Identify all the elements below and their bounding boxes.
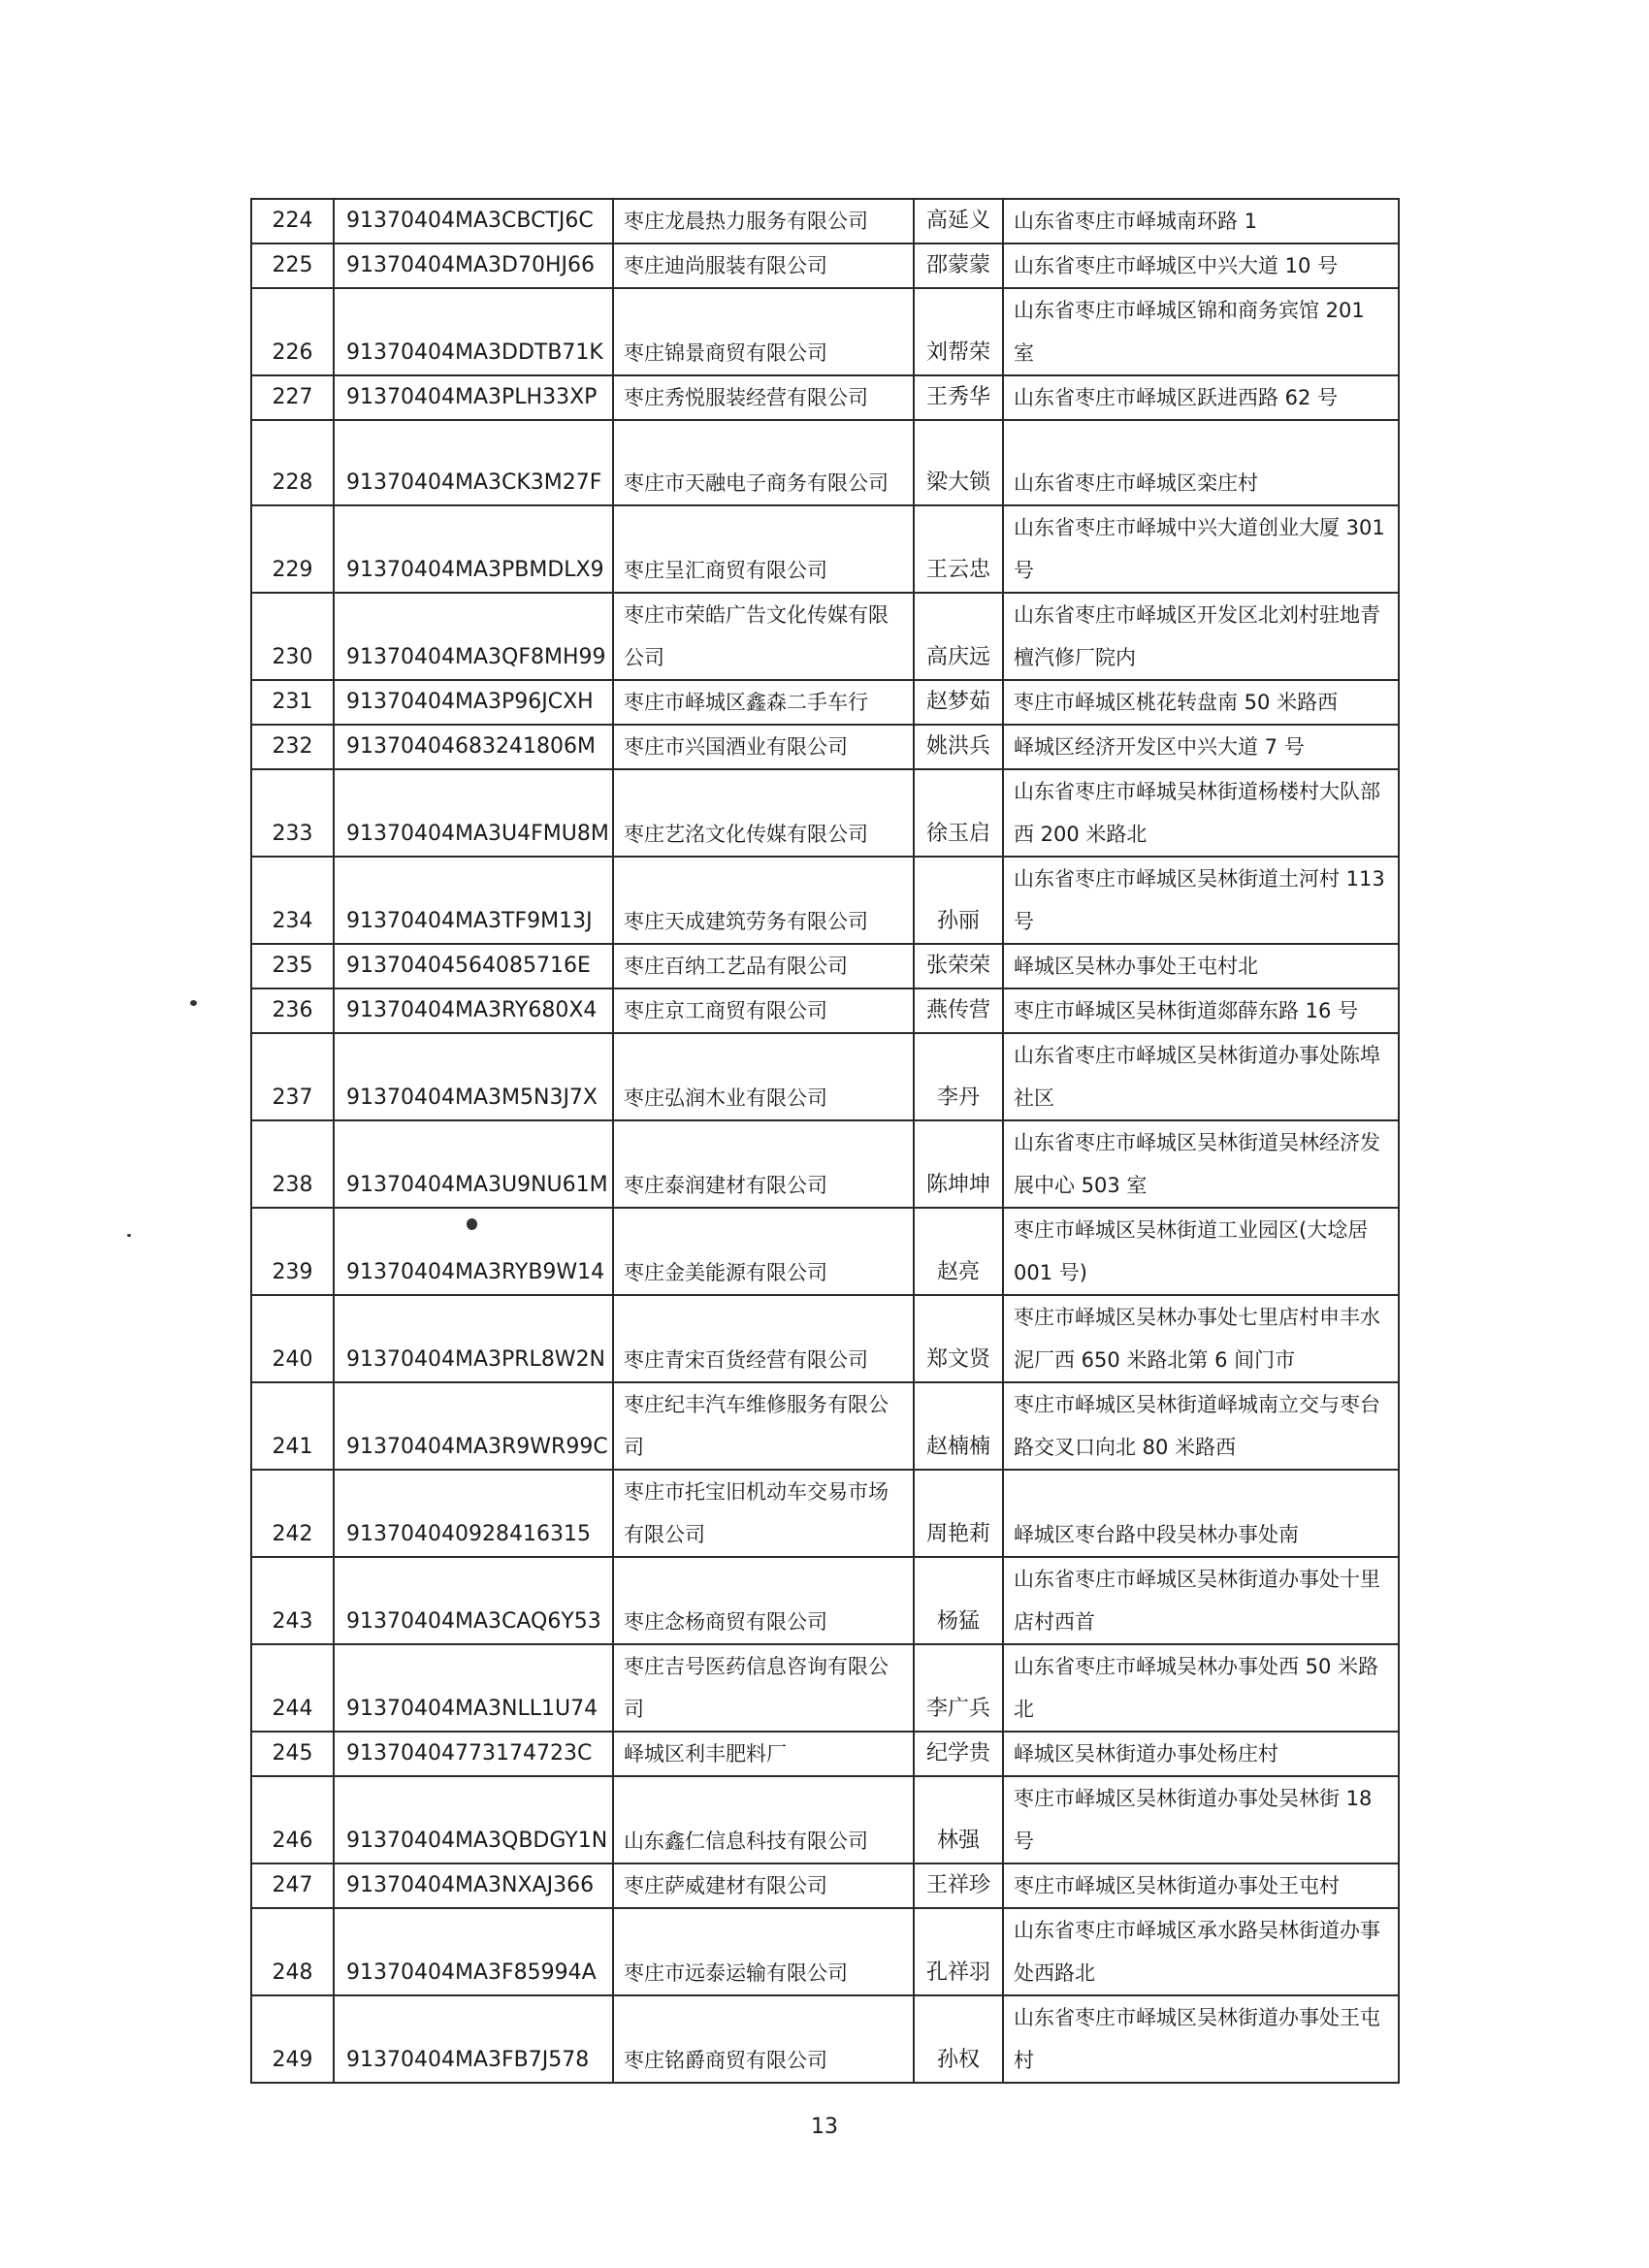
table-row	[251, 1908, 1399, 1995]
legal-representative: 郑文贤	[914, 1295, 1003, 1382]
legal-representative: 陈坤坤	[914, 1120, 1003, 1208]
row-number: 232	[251, 725, 334, 769]
company-name: 枣庄市峄城区鑫森二手车行	[613, 680, 914, 725]
address: 枣庄市峄城区吴林街道办事处吴林街 18 号	[1003, 1776, 1399, 1863]
table-row	[251, 988, 1399, 1033]
address: 枣庄市峄城区吴林街道峄城南立交与枣台路交叉口向北 80 米路西	[1003, 1382, 1399, 1470]
row-number: 224	[251, 199, 334, 243]
legal-representative: 刘帮荣	[914, 288, 1003, 375]
row-number: 237	[251, 1033, 334, 1120]
row-number: 234	[251, 857, 334, 944]
company-name: 枣庄市托宝旧机动车交易市场有限公司	[613, 1470, 914, 1557]
row-number: 230	[251, 593, 334, 680]
address: 枣庄市峄城区吴林街道工业园区(大埝居 001 号)	[1003, 1208, 1399, 1295]
legal-representative: 王云忠	[914, 505, 1003, 593]
credit-code: 91370404MA3PLH33XP	[334, 375, 613, 420]
table-row	[251, 680, 1399, 725]
table-row	[251, 1557, 1399, 1644]
company-name: 枣庄金美能源有限公司	[613, 1208, 914, 1295]
address: 山东省枣庄市峄城区吴林街道办事处十里店村西首	[1003, 1557, 1399, 1644]
row-number: 229	[251, 505, 334, 593]
table-row	[251, 1776, 1399, 1863]
address: 山东省枣庄市峄城区承水路吴林街道办事处西路北	[1003, 1908, 1399, 1995]
table-row	[251, 375, 1399, 420]
row-number: 228	[251, 420, 334, 505]
row-number: 231	[251, 680, 334, 725]
address: 山东省枣庄市峄城区跃进西路 62 号	[1003, 375, 1399, 420]
credit-code: 91370404MA3NXAJ366	[334, 1863, 613, 1908]
credit-code: 91370404MA3D70HJ66	[334, 243, 613, 288]
company-name: 枣庄京工商贸有限公司	[613, 988, 914, 1033]
address: 山东省枣庄市峄城区吴林街道办事处王屯村	[1003, 1995, 1399, 2083]
table-row	[251, 1382, 1399, 1470]
company-name: 枣庄秀悦服装经营有限公司	[613, 375, 914, 420]
company-name: 枣庄市荣皓广告文化传媒有限公司	[613, 593, 914, 680]
credit-code: 913704040928416315	[334, 1470, 613, 1557]
table-row	[251, 1295, 1399, 1382]
legal-representative: 高延义	[914, 199, 1003, 243]
address: 山东省枣庄市峄城区吴林街道办事处陈埠社区	[1003, 1033, 1399, 1120]
row-number: 239	[251, 1208, 334, 1295]
legal-representative: 徐玉启	[914, 769, 1003, 857]
row-number: 246	[251, 1776, 334, 1863]
legal-representative: 孔祥羽	[914, 1908, 1003, 1995]
legal-representative: 张荣荣	[914, 944, 1003, 988]
table-row	[251, 1644, 1399, 1732]
scan-speck	[127, 1234, 131, 1237]
credit-code: 91370404MA3CAQ6Y53	[334, 1557, 613, 1644]
table-row	[251, 505, 1399, 593]
company-name: 枣庄天成建筑劳务有限公司	[613, 857, 914, 944]
table-row	[251, 288, 1399, 375]
page-number: 13	[811, 2115, 838, 2139]
credit-code: 91370404MA3PRL8W2N	[334, 1295, 613, 1382]
table-row	[251, 420, 1399, 505]
row-number: 235	[251, 944, 334, 988]
table-row	[251, 857, 1399, 944]
company-name: 枣庄纪丰汽车维修服务有限公司	[613, 1382, 914, 1470]
scan-speck	[467, 1218, 477, 1230]
company-name: 枣庄迪尚服装有限公司	[613, 243, 914, 288]
row-number: 233	[251, 769, 334, 857]
credit-code: 91370404MA3TF9M13J	[334, 857, 613, 944]
company-name: 枣庄市兴国酒业有限公司	[613, 725, 914, 769]
credit-code: 91370404773174723C	[334, 1732, 613, 1776]
legal-representative: 李丹	[914, 1033, 1003, 1120]
legal-representative: 孙权	[914, 1995, 1003, 2083]
company-name: 枣庄吉号医药信息咨询有限公司	[613, 1644, 914, 1732]
row-number: 248	[251, 1908, 334, 1995]
credit-code: 91370404MA3QBDGY1N	[334, 1776, 613, 1863]
row-number: 247	[251, 1863, 334, 1908]
company-name: 枣庄市远泰运输有限公司	[613, 1908, 914, 1995]
address: 山东省枣庄市峄城区吴林街道土河村 113 号	[1003, 857, 1399, 944]
company-name: 山东鑫仁信息科技有限公司	[613, 1776, 914, 1863]
table-row	[251, 944, 1399, 988]
address: 峄城区经济开发区中兴大道 7 号	[1003, 725, 1399, 769]
credit-code: 91370404MA3U4FMU8M	[334, 769, 613, 857]
address: 峄城区枣台路中段吴林办事处南	[1003, 1470, 1399, 1557]
credit-code: 91370404MA3NLL1U74	[334, 1644, 613, 1732]
credit-code: 91370404MA3PBMDLX9	[334, 505, 613, 593]
table-row	[251, 199, 1399, 243]
row-number: 249	[251, 1995, 334, 2083]
address: 枣庄市峄城区桃花转盘南 50 米路西	[1003, 680, 1399, 725]
company-name: 枣庄市天融电子商务有限公司	[613, 420, 914, 505]
row-number: 245	[251, 1732, 334, 1776]
legal-representative: 赵梦茹	[914, 680, 1003, 725]
address: 山东省枣庄市峄城吴林办事处西 50 米路北	[1003, 1644, 1399, 1732]
legal-representative: 王秀华	[914, 375, 1003, 420]
address: 山东省枣庄市峄城区开发区北刘村驻地青檀汽修厂院内	[1003, 593, 1399, 680]
row-number: 243	[251, 1557, 334, 1644]
credit-code: 91370404MA3RY680X4	[334, 988, 613, 1033]
credit-code: 91370404MA3R9WR99C	[334, 1382, 613, 1470]
credit-code: 91370404MA3U9NU61M	[334, 1120, 613, 1208]
legal-representative: 赵楠楠	[914, 1382, 1003, 1470]
address: 峄城区吴林街道办事处杨庄村	[1003, 1732, 1399, 1776]
company-name: 枣庄龙晨热力服务有限公司	[613, 199, 914, 243]
table-row	[251, 1208, 1399, 1295]
company-name: 枣庄青宋百货经营有限公司	[613, 1295, 914, 1382]
scan-speck	[190, 1000, 197, 1006]
credit-code: 91370404683241806M	[334, 725, 613, 769]
registry-table-body	[251, 199, 1399, 2083]
legal-representative: 梁大锁	[914, 420, 1003, 505]
table-row	[251, 1863, 1399, 1908]
company-name: 枣庄萨威建材有限公司	[613, 1863, 914, 1908]
legal-representative: 杨猛	[914, 1557, 1003, 1644]
row-number: 244	[251, 1644, 334, 1732]
row-number: 227	[251, 375, 334, 420]
address: 枣庄市峄城区吴林办事处七里店村申丰水泥厂西 650 米路北第 6 间门市	[1003, 1295, 1399, 1382]
row-number: 225	[251, 243, 334, 288]
row-number: 242	[251, 1470, 334, 1557]
table-row	[251, 1470, 1399, 1557]
legal-representative: 高庆远	[914, 593, 1003, 680]
address: 峄城区吴林办事处王屯村北	[1003, 944, 1399, 988]
credit-code: 91370404MA3DDTB71K	[334, 288, 613, 375]
address: 枣庄市峄城区吴林街道郯薛东路 16 号	[1003, 988, 1399, 1033]
legal-representative: 周艳莉	[914, 1470, 1003, 1557]
row-number: 236	[251, 988, 334, 1033]
company-name: 枣庄弘润木业有限公司	[613, 1033, 914, 1120]
legal-representative: 孙丽	[914, 857, 1003, 944]
address: 山东省枣庄市峄城中兴大道创业大厦 301 号	[1003, 505, 1399, 593]
company-name: 枣庄锦景商贸有限公司	[613, 288, 914, 375]
credit-code: 91370404564085716E	[334, 944, 613, 988]
address: 枣庄市峄城区吴林街道办事处王屯村	[1003, 1863, 1399, 1908]
credit-code: 91370404MA3CK3M27F	[334, 420, 613, 505]
table-row	[251, 1120, 1399, 1208]
legal-representative: 林强	[914, 1776, 1003, 1863]
company-name: 枣庄泰润建材有限公司	[613, 1120, 914, 1208]
credit-code: 91370404MA3FB7J578	[334, 1995, 613, 2083]
address: 山东省枣庄市峄城区栾庄村	[1003, 420, 1399, 505]
credit-code: 91370404MA3RYB9W14	[334, 1208, 613, 1295]
row-number: 238	[251, 1120, 334, 1208]
table-row	[251, 243, 1399, 288]
row-number: 241	[251, 1382, 334, 1470]
table-row	[251, 593, 1399, 680]
company-name: 峄城区利丰肥料厂	[613, 1732, 914, 1776]
company-name: 枣庄铭爵商贸有限公司	[613, 1995, 914, 2083]
table-row	[251, 769, 1399, 857]
company-name: 枣庄艺洺文化传媒有限公司	[613, 769, 914, 857]
company-name: 枣庄呈汇商贸有限公司	[613, 505, 914, 593]
table-row	[251, 1732, 1399, 1776]
table-row	[251, 725, 1399, 769]
legal-representative: 李广兵	[914, 1644, 1003, 1732]
credit-code: 91370404MA3QF8MH99	[334, 593, 613, 680]
table-row	[251, 1033, 1399, 1120]
credit-code: 91370404MA3M5N3J7X	[334, 1033, 613, 1120]
address: 山东省枣庄市峄城区中兴大道 10 号	[1003, 243, 1399, 288]
credit-code: 91370404MA3P96JCXH	[334, 680, 613, 725]
address: 山东省枣庄市峄城南环路 1	[1003, 199, 1399, 243]
company-name: 枣庄念杨商贸有限公司	[613, 1557, 914, 1644]
registry-table	[250, 198, 1400, 2084]
legal-representative: 燕传营	[914, 988, 1003, 1033]
table-row	[251, 1995, 1399, 2083]
credit-code: 91370404MA3F85994A	[334, 1908, 613, 1995]
legal-representative: 赵亮	[914, 1208, 1003, 1295]
legal-representative: 纪学贵	[914, 1732, 1003, 1776]
legal-representative: 邵蒙蒙	[914, 243, 1003, 288]
address: 山东省枣庄市峄城区吴林街道吴林经济发展中心 503 室	[1003, 1120, 1399, 1208]
credit-code: 91370404MA3CBCTJ6C	[334, 199, 613, 243]
legal-representative: 姚洪兵	[914, 725, 1003, 769]
legal-representative: 王祥珍	[914, 1863, 1003, 1908]
company-name: 枣庄百纳工艺品有限公司	[613, 944, 914, 988]
row-number: 240	[251, 1295, 334, 1382]
row-number: 226	[251, 288, 334, 375]
address: 山东省枣庄市峄城区锦和商务宾馆 201 室	[1003, 288, 1399, 375]
address: 山东省枣庄市峄城吴林街道杨楼村大队部西 200 米路北	[1003, 769, 1399, 857]
